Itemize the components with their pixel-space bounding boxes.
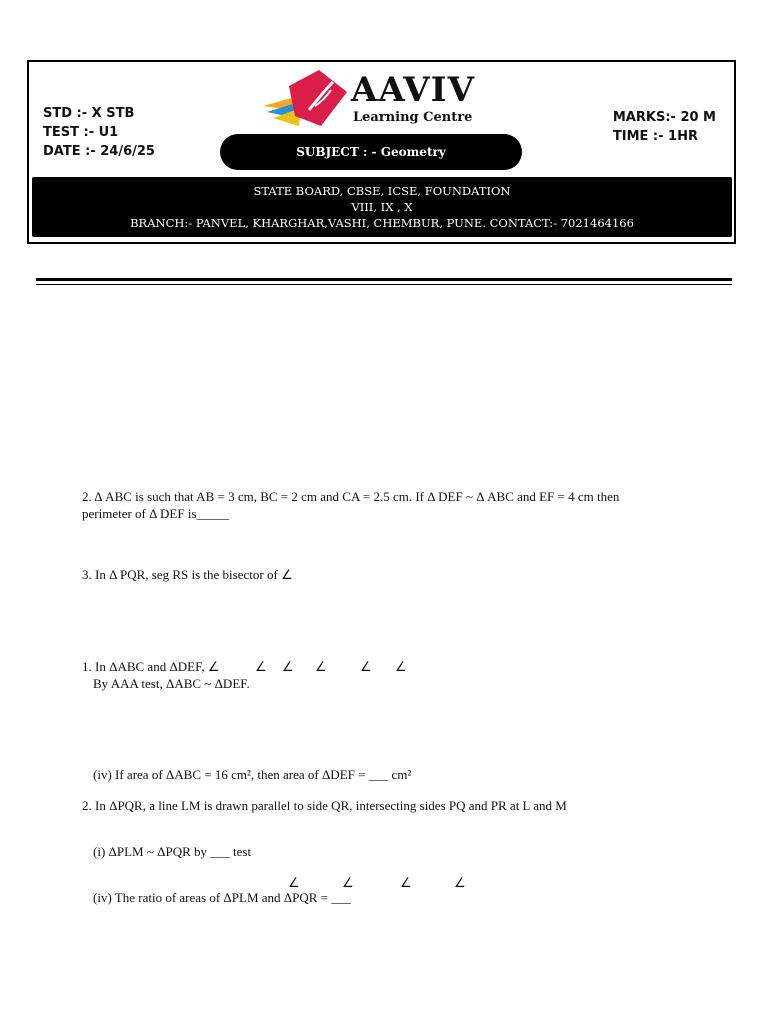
- question-2a-line1: 2. Δ ABC is such that AB = 3 cm, BC = 2 cm and CA = 2.5 cm. If Δ DEF ~ Δ ABC and EF = 4 cm then: [82, 489, 620, 504]
- brand-name: AAVIV: [351, 70, 475, 110]
- angle-symbol: ∠: [288, 875, 300, 890]
- subject-text: SUBJECT : - Geometry: [296, 145, 446, 159]
- angle-symbol: ∠: [454, 875, 466, 890]
- brand-subtitle: Learning Centre: [353, 110, 473, 125]
- question-2b: 2. In ΔPQR, a line LM is drawn parallel to side QR, intersecting sides PQ and PR at L and M: [82, 798, 567, 813]
- angle-symbol: ∠: [315, 659, 327, 674]
- question-1-line2: By AAA test, ΔABC ~ ΔDEF.: [93, 676, 250, 691]
- test-line: TEST :- U1: [43, 125, 119, 140]
- meta-left: [43, 104, 155, 161]
- question-1-iv: (iv) If area of ΔABC = 16 cm², then area of ΔDEF = ___ cm²: [93, 767, 412, 782]
- date-line: DATE :- 24/6/25: [43, 144, 155, 159]
- angle-symbol: ∠: [342, 875, 354, 890]
- grades-line: VIII, IX , X: [351, 200, 413, 214]
- time-line: TIME :- 1HR: [612, 129, 698, 144]
- angle-symbol: ∠: [395, 659, 407, 674]
- divider-thin: [36, 284, 732, 285]
- angle-symbol: ∠: [360, 659, 372, 674]
- feather-logo-icon: [259, 66, 349, 132]
- meta-right: [613, 108, 716, 146]
- header-box: [27, 60, 736, 244]
- question-2b-i: (i) ΔPLM ~ ΔPQR by ___ test: [93, 844, 252, 859]
- question-1-line1: 1. In ΔABC and ΔDEF, ∠: [82, 659, 220, 674]
- info-band: [32, 177, 732, 237]
- angle-symbol: ∠: [282, 659, 294, 674]
- angle-symbol: ∠: [255, 659, 267, 674]
- question-2b-iv: (iv) The ratio of areas of ΔPLM and ΔPQR = ___: [93, 890, 351, 905]
- question-3: 3. In Δ PQR, seg RS is the bisector of ∠: [82, 567, 293, 582]
- question-2a-line2: perimeter of Δ DEF is_____: [82, 506, 230, 521]
- branch-contact-line: BRANCH:- PANVEL, KHARGHAR,VASHI, CHEMBUR, PUNE. CONTACT:- 7021464166: [130, 216, 634, 230]
- marks-line: MARKS:- 20 M: [612, 110, 716, 125]
- divider-thick: [36, 278, 732, 281]
- boards-line: STATE BOARD, CBSE, ICSE, FOUNDATION: [253, 184, 511, 198]
- std-line: STD :- X STB: [43, 106, 135, 121]
- subject-pill: [220, 134, 522, 170]
- angle-symbol: ∠: [400, 875, 412, 890]
